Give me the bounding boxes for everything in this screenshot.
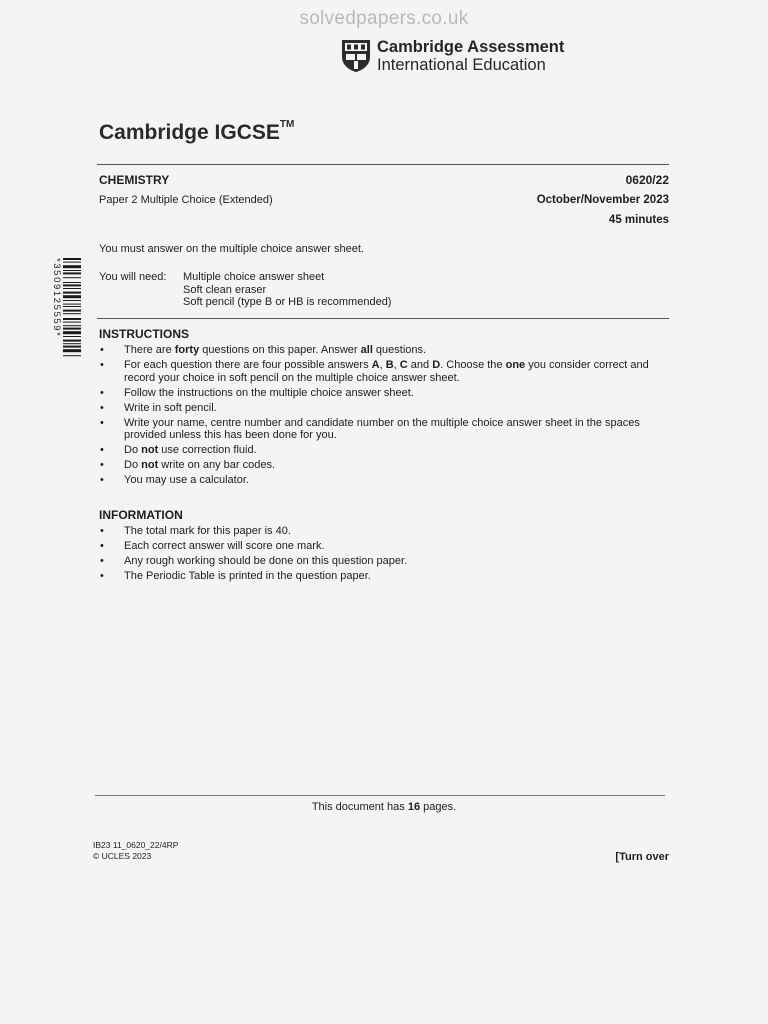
barcode-stripe	[63, 349, 81, 352]
barcode-stripe	[63, 343, 81, 344]
barcode-stripe	[63, 262, 81, 263]
list-item: • Do not use correction fluid.	[100, 444, 257, 456]
cambridge-logo	[341, 38, 564, 74]
list-item: • Each correct answer will score one mark.	[100, 540, 325, 552]
barcode-stripe	[63, 318, 81, 320]
barcode-stripe	[63, 325, 81, 326]
divider-middle	[97, 318, 669, 319]
copyright: © UCLES 2023	[93, 851, 152, 861]
barcode-stripe	[63, 265, 81, 268]
org-name-line2: International Education	[377, 56, 546, 74]
paper-title: Paper 2 Multiple Choice (Extended)	[99, 194, 273, 206]
barcode-digits: *3509125559*	[51, 258, 62, 338]
barcode-stripe	[63, 322, 81, 323]
divider-top	[97, 164, 669, 165]
need-item: Soft pencil (type B or HB is recommended)	[183, 296, 392, 308]
document-reference	[93, 840, 178, 862]
need-items	[183, 271, 391, 309]
instructions-section	[99, 327, 671, 489]
information-section	[99, 508, 671, 585]
instructions-heading: INSTRUCTIONS	[99, 327, 189, 341]
barcode-stripe	[63, 284, 81, 286]
list-item: • The total mark for this paper is 40.	[100, 525, 291, 537]
org-name-line1: Cambridge Assessment	[377, 38, 565, 56]
barcode-stripe	[63, 258, 81, 260]
barcode-stripe	[63, 310, 81, 312]
information-list	[99, 525, 671, 583]
list-item: • Write in soft pencil.	[100, 401, 217, 414]
barcode-stripe	[63, 270, 81, 271]
list-item: • You may use a calculator.	[100, 474, 249, 486]
list-item: • For each question there are four possible answers A, B, C and D. Choose the one you consider correct and record your choice in soft pencil on the multiple choice answer sheet.	[100, 359, 649, 384]
cambridge-crest-icon	[341, 39, 371, 73]
list-item: • Do not write on any bar codes.	[100, 459, 276, 471]
need-item: Multiple choice answer sheet	[183, 271, 325, 283]
subject: CHEMISTRY	[99, 173, 170, 187]
information-heading: INFORMATION	[99, 508, 183, 522]
barcode-stripe	[63, 295, 81, 298]
barcode-stripe	[63, 304, 81, 305]
answer-instruction: You must answer on the multiple choice answer sheet.	[99, 243, 364, 255]
exam-session: October/November 2023	[536, 194, 669, 206]
barcode-stripe	[63, 336, 81, 337]
barcode-stripe	[63, 277, 81, 278]
barcode-stripe	[63, 331, 81, 334]
barcode-bars	[63, 258, 81, 388]
need-label: You will need:	[99, 271, 167, 283]
page-count: This document has 16 pages.	[311, 801, 457, 813]
candidate-barcode	[50, 258, 82, 388]
barcode-stripe	[63, 340, 81, 342]
list-item: • Any rough working should be done on this question paper.	[100, 555, 408, 567]
reference-code: IB23 11_0620_22/4RP	[93, 840, 179, 850]
barcode-stripe	[63, 306, 81, 307]
barcode-stripe	[63, 282, 81, 283]
trademark: TM	[279, 119, 295, 130]
list-item: • The Periodic Table is printed in the question paper.	[100, 570, 371, 582]
barcode-stripe	[63, 292, 81, 294]
list-item: • Write your name, centre number and candidate number on the multiple choice answer sheet in the spaces provided unless this has been done for you.	[100, 416, 640, 441]
barcode-stripe	[63, 328, 81, 330]
instructions-list	[99, 344, 671, 487]
barcode-stripe	[63, 346, 81, 348]
watermark: solvedpapers.co.uk	[299, 8, 469, 29]
barcode-stripe	[63, 272, 81, 274]
paper-code: 0620/22	[625, 173, 669, 187]
barcode-stripe	[63, 300, 81, 301]
barcode-stripe	[63, 288, 81, 289]
list-item: • Follow the instructions on the multiple choice answer sheet.	[100, 386, 414, 399]
list-item: • There are forty questions on this paper. Answer all questions.	[100, 344, 427, 356]
barcode-stripe	[63, 355, 81, 356]
divider-bottom	[95, 795, 665, 796]
exam-duration: 45 minutes	[608, 214, 669, 226]
turn-over: [Turn over	[615, 851, 669, 863]
need-item: Soft clean eraser	[183, 283, 267, 296]
barcode-stripe	[63, 313, 81, 314]
qualification-title: Cambridge IGCSE™	[99, 119, 295, 144]
